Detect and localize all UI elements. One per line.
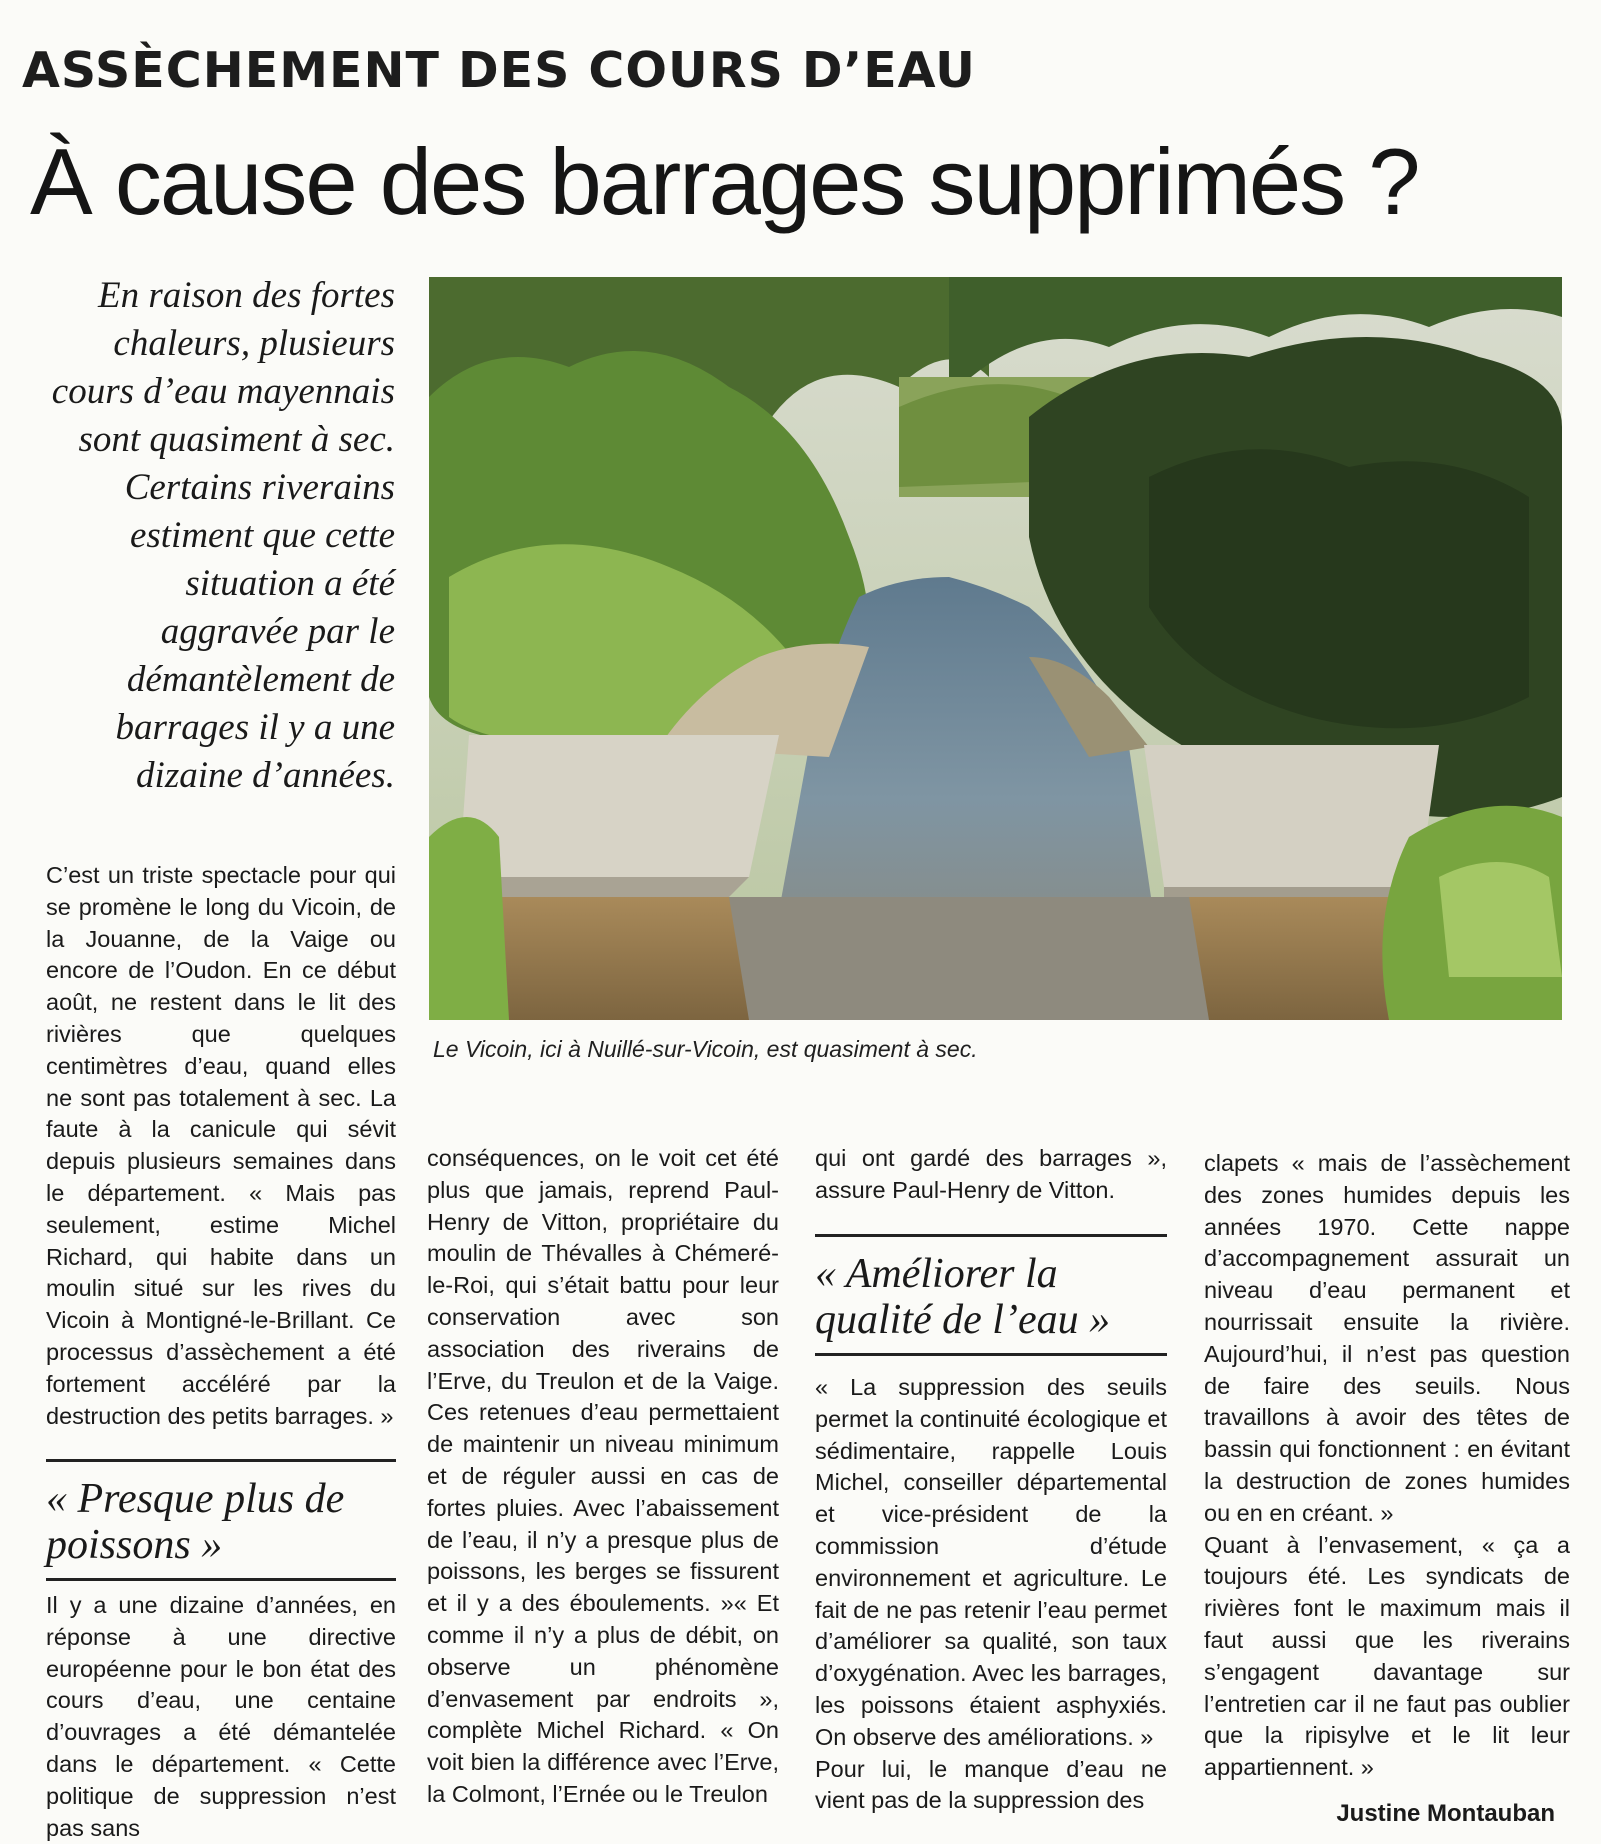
column-2-paragraph-1: conséquences, on le voit cet été plus que jamais, reprend Paul-Henry de Vitton, propriétaire du moulin de Thévalles à Chémeré-le-Roi, qui s’était battu pour leur conservation avec son association des riverains de l’Erve, du Treulon et de la Vaige. Ces retenues d’eau permettaient de maintenir un niveau minimum et de réguler aussi en cas de fortes pluies. Avec l’abaissement de l’eau, il n’y a presque plus de poissons, les berges se fissurent et il y a des éboulements. »« Et comme il n’y a plus de débit, on observe un phénomène d’envasement par endroits », complète Michel Richard. « On voit bien la différence avec l’Erve, la Colmont, l’Ernée ou le Treulon <box>427 1145 779 1807</box>
column-1-continued <box>46 1590 396 1844</box>
photo-caption: Le Vicoin, ici à Nuillé-sur-Vicoin, est quasiment à sec. <box>433 1036 978 1062</box>
column-1-paragraph-1: C’est un triste spectacle pour qui se promène le long du Vicoin, de la Jouanne, de la Vaige ou encore de l’Oudon. En ce début août, ne restent dans le lit des rivières que quelques centimètres d’eau, quand elles ne sont pas totalement à sec. La faute à la canicule qui sévit depuis plusieurs semaines dans le département. « Mais pas seulement, estime Michel Richard, qui habite dans un moulin situé sur les rives du Vicoin à Montigné-le-Brillant. Ce processus d’assèchement a été fortement accéléré par la destruction des petits barrages. » <box>46 862 396 1429</box>
column-4 <box>1204 1148 1570 1784</box>
column-1 <box>46 860 396 1432</box>
column-4-paragraph-1: clapets « mais de l’assèchement des zones humides depuis les années 1970. Cette nappe d’accompagnement assurait un niveau d’eau permanent et nourrissait ensuite la rivière. Aujourd’hui, il n’est pas question de faire des seuils. Nous travaillons à avoir des têtes de bassin qui fonctionnent : en évitant la destruction de zones humides ou en en créant. » <box>1204 1150 1570 1526</box>
subhead-presque-plus-de-poissons: « Presque plus de poissons » <box>46 1459 396 1581</box>
column-3-paragraph-3: Pour lui, le manque d’eau ne vient pas de la suppression des <box>815 1755 1167 1814</box>
column-3-continued <box>815 1372 1167 1817</box>
lead-paragraph: En raison des fortes chaleurs, plusieurs cours d’eau mayennais sont quasiment à sec. Certains riverains estiment que cette situation a été aggravée par le démantèlement de barrages il y a une dizaine d’années. <box>51 275 395 796</box>
byline: Justine Montauban <box>1336 1800 1555 1827</box>
column-4-paragraph-2: Quant à l’envasement, « ça a toujours été. Les syndicats de rivières font le maximum mais il faut aussi que les riverains s’engagent davantage sur l’entretien car il ne faut pas oublier que la ripisylve et le lit leur appartiennent. » <box>1204 1531 1570 1781</box>
photo-river-vicoin <box>429 277 1562 1020</box>
kicker: ASSÈCHEMENT DES COURS D’EAU <box>22 42 976 99</box>
headline: À cause des barrages supprimés ? <box>30 129 1419 234</box>
column-3-paragraph-1: qui ont gardé des barrages », assure Paul-Henry de Vitton. <box>815 1145 1167 1203</box>
subhead-ameliorer-la-qualite-de-l-eau: « Améliorer la qualité de l’eau » <box>815 1234 1167 1356</box>
column-1-paragraph-2: Il y a une dizaine d’années, en réponse à une directive européenne pour le bon état des cours d’eau, une centaine d’ouvrages a été démantelée dans le département. « Cette politique de suppression n’est pas sans <box>46 1592 396 1841</box>
column-3 <box>815 1143 1167 1207</box>
column-3-paragraph-2: « La suppression des seuils permet la continuité écologique et sédimentaire, rappelle Louis Michel, conseiller départemental et vice-président de la commission d’étude environnement et agriculture. Le fait de ne pas retenir l’eau permet d’améliorer sa qualité, son taux d’oxygénation. Avec les barrages, les poissons étaient asphyxiés. On observe des améliorations. » <box>815 1374 1167 1750</box>
column-2 <box>427 1143 779 1811</box>
